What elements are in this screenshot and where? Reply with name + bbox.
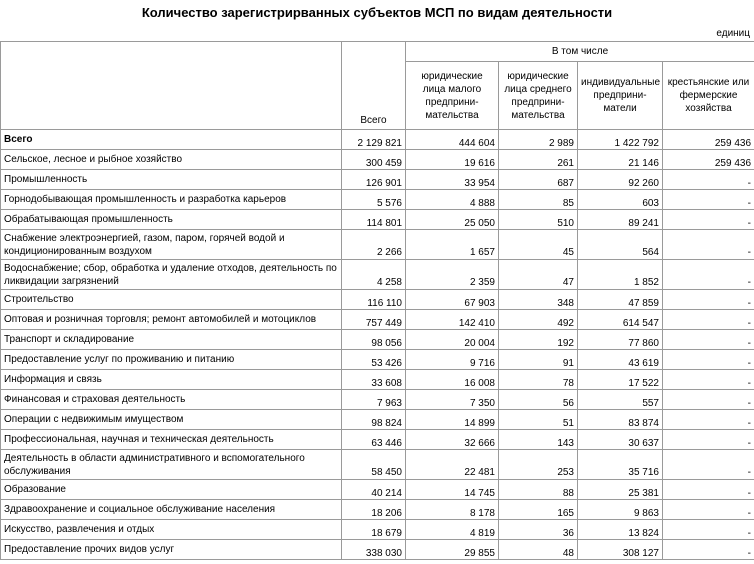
cell-small: 9 716 bbox=[406, 350, 499, 370]
cell-name: Всего bbox=[1, 130, 342, 150]
cell-total: 18 206 bbox=[342, 500, 406, 520]
cell-farm: - bbox=[663, 520, 754, 540]
table-row bbox=[1, 130, 754, 150]
cell-name: Сельское, лесное и рыбное хозяйство bbox=[1, 150, 342, 170]
cell-ip: 25 381 bbox=[578, 480, 663, 500]
cell-name: Здравоохранение и социальное обслуживание населения bbox=[1, 500, 342, 520]
cell-small: 8 178 bbox=[406, 500, 499, 520]
cell-small: 32 666 bbox=[406, 430, 499, 450]
table-row bbox=[1, 350, 754, 370]
cell-farm: 259 436 bbox=[663, 130, 754, 150]
cell-total: 33 608 bbox=[342, 370, 406, 390]
cell-small: 67 903 bbox=[406, 290, 499, 310]
cell-ip: 35 716 bbox=[578, 450, 663, 480]
cell-ip: 17 522 bbox=[578, 370, 663, 390]
table-row bbox=[1, 480, 754, 500]
cell-name: Обрабатывающая промышленность bbox=[1, 210, 342, 230]
table-row bbox=[1, 520, 754, 540]
table-row bbox=[1, 370, 754, 390]
cell-farm: - bbox=[663, 480, 754, 500]
cell-small: 25 050 bbox=[406, 210, 499, 230]
cell-ip: 9 863 bbox=[578, 500, 663, 520]
cell-name: Горнодобывающая промышленность и разработка карьеров bbox=[1, 190, 342, 210]
cell-farm: - bbox=[663, 500, 754, 520]
table-body bbox=[1, 130, 754, 560]
cell-name: Образование bbox=[1, 480, 342, 500]
header-total: Всего bbox=[342, 42, 406, 130]
cell-name: Финансовая и страховая деятельность bbox=[1, 390, 342, 410]
cell-small: 29 855 bbox=[406, 540, 499, 560]
cell-ip: 43 619 bbox=[578, 350, 663, 370]
cell-total: 2 266 bbox=[342, 230, 406, 260]
cell-small: 1 657 bbox=[406, 230, 499, 260]
cell-ip: 21 146 bbox=[578, 150, 663, 170]
cell-ip: 1 422 792 bbox=[578, 130, 663, 150]
cell-farm: - bbox=[663, 410, 754, 430]
cell-farm: - bbox=[663, 540, 754, 560]
cell-farm: - bbox=[663, 170, 754, 190]
cell-ip: 603 bbox=[578, 190, 663, 210]
cell-medium: 88 bbox=[499, 480, 578, 500]
cell-medium: 261 bbox=[499, 150, 578, 170]
cell-farm: - bbox=[663, 330, 754, 350]
cell-medium: 165 bbox=[499, 500, 578, 520]
cell-name: Предоставление прочих видов услуг bbox=[1, 540, 342, 560]
cell-ip: 47 859 bbox=[578, 290, 663, 310]
cell-total: 2 129 821 bbox=[342, 130, 406, 150]
cell-farm: 259 436 bbox=[663, 150, 754, 170]
cell-total: 7 963 bbox=[342, 390, 406, 410]
cell-total: 126 901 bbox=[342, 170, 406, 190]
cell-medium: 85 bbox=[499, 190, 578, 210]
cell-medium: 56 bbox=[499, 390, 578, 410]
cell-farm: - bbox=[663, 350, 754, 370]
cell-name: Операции с недвижимым имуществом bbox=[1, 410, 342, 430]
cell-medium: 2 989 bbox=[499, 130, 578, 150]
cell-small: 4 888 bbox=[406, 190, 499, 210]
cell-small: 2 359 bbox=[406, 260, 499, 290]
cell-ip: 13 824 bbox=[578, 520, 663, 540]
cell-small: 4 819 bbox=[406, 520, 499, 540]
header-medium-business: юридические лица среднего предприни-мательства bbox=[499, 62, 578, 130]
table-row bbox=[1, 190, 754, 210]
cell-name: Водоснабжение; сбор, обработка и удаление отходов, деятельность по ликвидации загрязнений bbox=[1, 260, 342, 290]
cell-medium: 348 bbox=[499, 290, 578, 310]
table-row bbox=[1, 170, 754, 190]
cell-ip: 83 874 bbox=[578, 410, 663, 430]
cell-farm: - bbox=[663, 310, 754, 330]
cell-total: 114 801 bbox=[342, 210, 406, 230]
table-row bbox=[1, 310, 754, 330]
cell-total: 58 450 bbox=[342, 450, 406, 480]
cell-ip: 557 bbox=[578, 390, 663, 410]
table-row bbox=[1, 430, 754, 450]
table-row bbox=[1, 210, 754, 230]
cell-total: 53 426 bbox=[342, 350, 406, 370]
cell-small: 19 616 bbox=[406, 150, 499, 170]
table-row bbox=[1, 540, 754, 560]
cell-total: 300 459 bbox=[342, 150, 406, 170]
cell-name: Деятельность в области административного и вспомогательного обслуживания bbox=[1, 450, 342, 480]
cell-small: 142 410 bbox=[406, 310, 499, 330]
cell-ip: 89 241 bbox=[578, 210, 663, 230]
cell-farm: - bbox=[663, 370, 754, 390]
cell-total: 63 446 bbox=[342, 430, 406, 450]
table-row bbox=[1, 500, 754, 520]
cell-name: Снабжение электроэнергией, газом, паром, горячей водой и кондиционированным воздухом bbox=[1, 230, 342, 260]
header-farms: крестьянские или фермерские хозяйства bbox=[663, 62, 754, 130]
cell-medium: 47 bbox=[499, 260, 578, 290]
cell-name: Строительство bbox=[1, 290, 342, 310]
cell-small: 14 745 bbox=[406, 480, 499, 500]
cell-total: 4 258 bbox=[342, 260, 406, 290]
cell-small: 7 350 bbox=[406, 390, 499, 410]
cell-farm: - bbox=[663, 430, 754, 450]
table-row bbox=[1, 260, 754, 290]
cell-name: Профессиональная, научная и техническая деятельность bbox=[1, 430, 342, 450]
header-individual-entrepreneurs: индивидуальные предприни-матели bbox=[578, 62, 663, 130]
cell-small: 16 008 bbox=[406, 370, 499, 390]
cell-medium: 78 bbox=[499, 370, 578, 390]
cell-ip: 30 637 bbox=[578, 430, 663, 450]
table-row bbox=[1, 410, 754, 430]
cell-total: 757 449 bbox=[342, 310, 406, 330]
cell-small: 33 954 bbox=[406, 170, 499, 190]
cell-name: Информация и связь bbox=[1, 370, 342, 390]
cell-medium: 253 bbox=[499, 450, 578, 480]
cell-farm: - bbox=[663, 210, 754, 230]
cell-name: Предоставление услуг по проживанию и питанию bbox=[1, 350, 342, 370]
cell-total: 338 030 bbox=[342, 540, 406, 560]
cell-medium: 492 bbox=[499, 310, 578, 330]
cell-total: 18 679 bbox=[342, 520, 406, 540]
cell-total: 40 214 bbox=[342, 480, 406, 500]
cell-farm: - bbox=[663, 290, 754, 310]
cell-ip: 308 127 bbox=[578, 540, 663, 560]
table-row bbox=[1, 290, 754, 310]
header-in-that-number: В том числе bbox=[406, 42, 754, 62]
cell-small: 22 481 bbox=[406, 450, 499, 480]
cell-name: Транспорт и складирование bbox=[1, 330, 342, 350]
cell-medium: 143 bbox=[499, 430, 578, 450]
cell-medium: 510 bbox=[499, 210, 578, 230]
cell-ip: 1 852 bbox=[578, 260, 663, 290]
cell-total: 98 056 bbox=[342, 330, 406, 350]
cell-total: 98 824 bbox=[342, 410, 406, 430]
cell-medium: 687 bbox=[499, 170, 578, 190]
cell-ip: 614 547 bbox=[578, 310, 663, 330]
data-table bbox=[0, 41, 754, 560]
cell-name: Искусство, развлечения и отдых bbox=[1, 520, 342, 540]
cell-ip: 77 860 bbox=[578, 330, 663, 350]
cell-farm: - bbox=[663, 450, 754, 480]
table-row bbox=[1, 330, 754, 350]
cell-medium: 48 bbox=[499, 540, 578, 560]
table-row bbox=[1, 450, 754, 480]
cell-total: 5 576 bbox=[342, 190, 406, 210]
cell-farm: - bbox=[663, 230, 754, 260]
table-row bbox=[1, 390, 754, 410]
cell-medium: 91 bbox=[499, 350, 578, 370]
cell-medium: 36 bbox=[499, 520, 578, 540]
cell-farm: - bbox=[663, 260, 754, 290]
page-title: Количество зарегистрирванных субъектов МСП по видам деятельности bbox=[141, 5, 613, 20]
cell-small: 20 004 bbox=[406, 330, 499, 350]
cell-farm: - bbox=[663, 390, 754, 410]
cell-ip: 564 bbox=[578, 230, 663, 260]
cell-small: 14 899 bbox=[406, 410, 499, 430]
cell-medium: 192 bbox=[499, 330, 578, 350]
cell-name: Промышленность bbox=[1, 170, 342, 190]
cell-farm: - bbox=[663, 190, 754, 210]
cell-small: 444 604 bbox=[406, 130, 499, 150]
unit-label: единиц bbox=[716, 28, 750, 39]
table-row bbox=[1, 150, 754, 170]
table-row bbox=[1, 230, 754, 260]
header-small-business: юридические лица малого предприни-мательства bbox=[406, 62, 499, 130]
cell-medium: 45 bbox=[499, 230, 578, 260]
cell-ip: 92 260 bbox=[578, 170, 663, 190]
header-name-cell bbox=[1, 42, 342, 130]
cell-name: Оптовая и розничная торговля; ремонт автомобилей и мотоциклов bbox=[1, 310, 342, 330]
cell-medium: 51 bbox=[499, 410, 578, 430]
cell-total: 116 110 bbox=[342, 290, 406, 310]
